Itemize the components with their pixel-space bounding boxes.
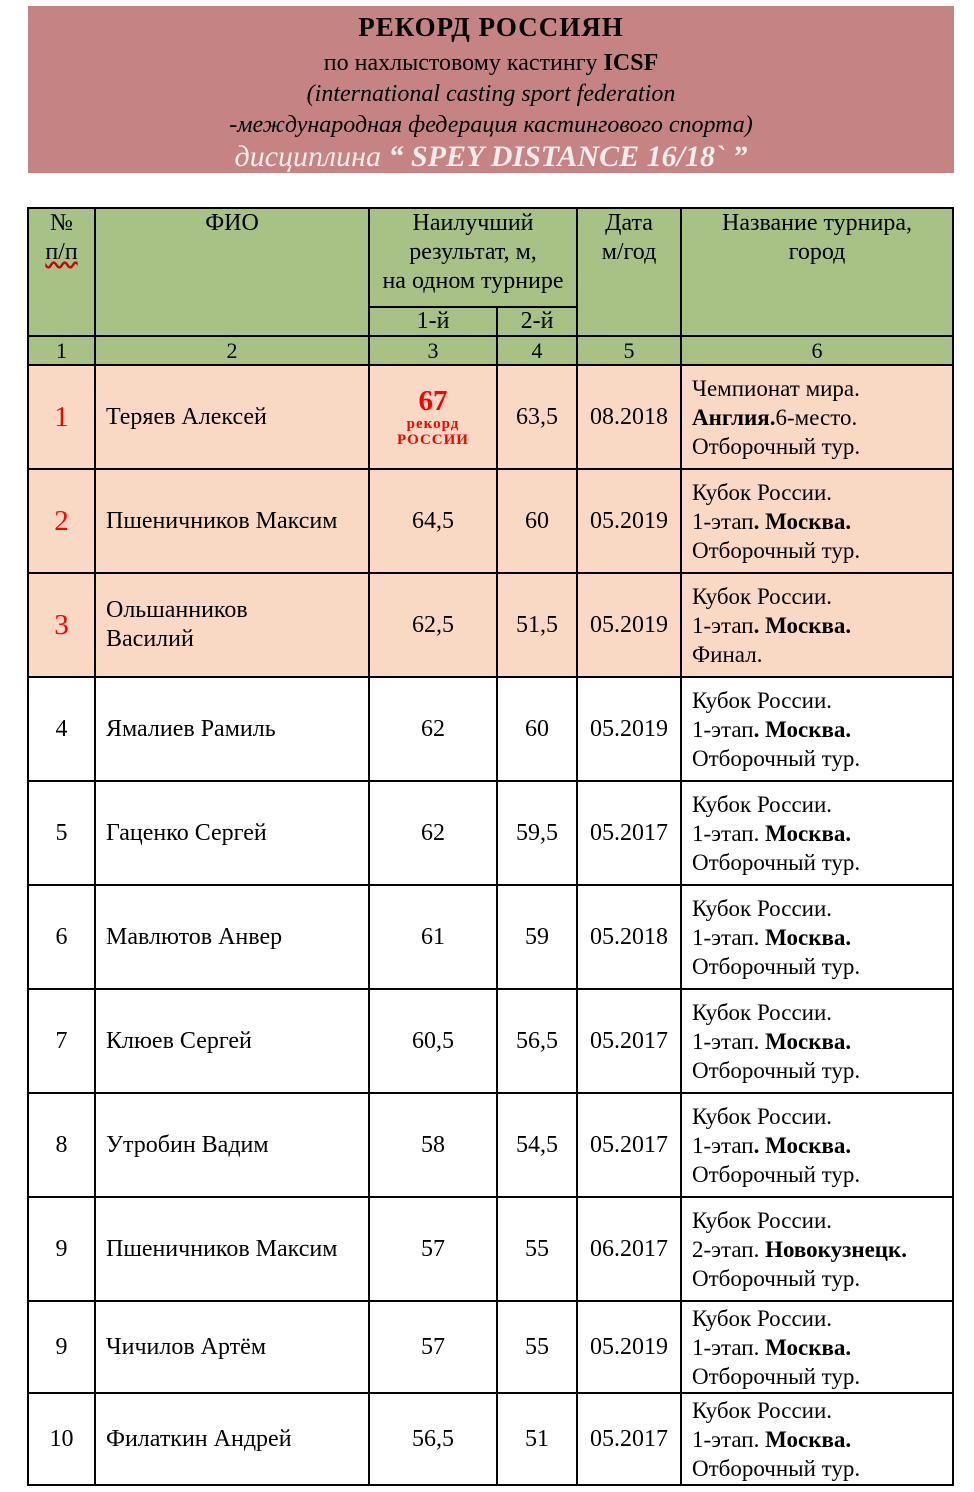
record-note-line2: РОССИИ <box>397 432 469 448</box>
tournament-line3: Отборочный тур. <box>692 1161 861 1187</box>
result-date: 05.2019 <box>577 573 681 677</box>
header-first: 1-й <box>369 307 497 336</box>
tournament-line2 <box>692 611 952 640</box>
tournament-stage: 1-этап <box>692 508 754 534</box>
discipline-label: дисциплина <box>234 140 389 173</box>
tournament-line1: Чемпионат мира. <box>692 375 860 401</box>
column-number: 5 <box>577 336 681 365</box>
header-num <box>28 208 95 336</box>
tournament <box>681 885 953 989</box>
header-date-line2: м/год <box>601 239 657 265</box>
tournament <box>681 677 953 781</box>
tournament-line1: Кубок России. <box>692 791 833 817</box>
tournament <box>681 781 953 885</box>
best-result: 61 <box>369 885 497 989</box>
column-number: 1 <box>28 336 95 365</box>
row-number: 1 <box>28 365 95 469</box>
result-date: 06.2017 <box>577 1197 681 1301</box>
records-table <box>27 207 954 1486</box>
table-row <box>28 677 953 781</box>
result-date: 05.2019 <box>577 469 681 573</box>
tournament-stage: 1-этап. <box>692 924 766 950</box>
tournament-line2 <box>692 507 952 536</box>
tournament-line1: Кубок России. <box>692 1207 833 1233</box>
result-date: 05.2017 <box>577 1093 681 1197</box>
tournament-line1: Кубок России. <box>692 1305 833 1331</box>
tournament-line2 <box>692 1235 952 1264</box>
tournament-line3: Финал. <box>692 641 763 667</box>
tournament-line3: Отборочный тур. <box>692 537 861 563</box>
tournament <box>681 989 953 1093</box>
column-number: 3 <box>369 336 497 365</box>
header-best <box>369 208 577 307</box>
tournament-stage: 1-этап <box>692 1132 754 1158</box>
tournament-line2 <box>692 923 952 952</box>
athlete-name <box>95 677 369 781</box>
row-number: 9 <box>28 1197 95 1301</box>
athlete-name-line1: Ямалиев Рамиль <box>106 715 276 742</box>
column-number: 2 <box>95 336 369 365</box>
column-number: 6 <box>681 336 953 365</box>
result-date: 05.2018 <box>577 885 681 989</box>
table-row <box>28 365 953 469</box>
tournament <box>681 1393 953 1485</box>
tournament-city: . Москва. <box>753 1132 852 1158</box>
athlete-name <box>95 365 369 469</box>
row-number: 10 <box>28 1393 95 1485</box>
subtitle-text: по нахлыстовому кастингу <box>323 50 604 76</box>
best-result: 58 <box>369 1093 497 1197</box>
tournament-stage: 1-этап <box>692 612 754 638</box>
row-number: 7 <box>28 989 95 1093</box>
best-result: 56,5 <box>369 1393 497 1485</box>
result-date: 05.2019 <box>577 677 681 781</box>
row-number: 8 <box>28 1093 95 1197</box>
table-row <box>28 989 953 1093</box>
tournament-rank: 6-место. <box>775 404 858 430</box>
athlete-name <box>95 1197 369 1301</box>
best-result: 57 <box>369 1197 497 1301</box>
header-name-text: ФИО <box>205 210 259 236</box>
tournament <box>681 365 953 469</box>
title-banner <box>28 6 954 173</box>
tournament-stage: 1-этап. <box>692 1028 766 1054</box>
row-number: 4 <box>28 677 95 781</box>
tournament-line1: Кубок России. <box>692 1103 833 1129</box>
best-result: 62 <box>369 677 497 781</box>
athlete-name-line1: Чичилов Артём <box>106 1333 267 1360</box>
tournament-line2 <box>692 1131 952 1160</box>
header-best-line1: Наилучший <box>412 210 534 236</box>
best-result: 62 <box>369 781 497 885</box>
tournament <box>681 1197 953 1301</box>
tournament-stage: 2-этап. <box>692 1236 766 1262</box>
tournament-line2 <box>692 715 952 744</box>
athlete-name-line2: Василий <box>106 626 194 652</box>
tournament-city: Москва. <box>765 924 852 950</box>
athlete-name <box>95 1301 369 1393</box>
discipline-line <box>28 140 954 174</box>
table-row <box>28 469 953 573</box>
header-name <box>95 208 369 336</box>
tournament-stage: 1-этап. <box>692 1426 766 1452</box>
tournament-line1: Кубок России. <box>692 479 833 505</box>
result-date: 05.2017 <box>577 1393 681 1485</box>
second-result: 51 <box>497 1393 577 1485</box>
table-row <box>28 1393 953 1485</box>
second-result: 51,5 <box>497 573 577 677</box>
tournament-line2 <box>692 819 952 848</box>
second-result: 54,5 <box>497 1093 577 1197</box>
tournament-line1: Кубок России. <box>692 1397 833 1423</box>
tournament-line1: Кубок России. <box>692 687 833 713</box>
tournament-line1: Кубок России. <box>692 895 833 921</box>
tournament-line1: Кубок России. <box>692 999 833 1025</box>
athlete-name-line1: Клюев Сергей <box>106 1027 252 1054</box>
second-result: 55 <box>497 1197 577 1301</box>
result-date: 05.2017 <box>577 781 681 885</box>
page-title: РЕКОРД РОССИЯН <box>358 12 624 42</box>
table-row <box>28 1093 953 1197</box>
athlete-name-line1: Филаткин Андрей <box>106 1425 292 1452</box>
header-best-line3: на одном турнире <box>382 268 564 294</box>
table-row <box>28 1197 953 1301</box>
tournament <box>681 1093 953 1197</box>
table-row <box>28 1301 953 1393</box>
header-tournament-line2: город <box>788 239 846 265</box>
athlete-name-line1: Теряев Алексей <box>106 403 267 430</box>
tournament-line3: Отборочный тур. <box>692 849 861 875</box>
athlete-name <box>95 1093 369 1197</box>
best-result-value: 67 <box>418 385 448 417</box>
best-result: 60,5 <box>369 989 497 1093</box>
tournament-line3: Отборочный тур. <box>692 1455 861 1481</box>
tournament-line3: Отборочный тур. <box>692 433 861 459</box>
best-result <box>369 365 497 469</box>
row-number: 6 <box>28 885 95 989</box>
tournament-place: Англия. <box>692 404 776 430</box>
table-row <box>28 885 953 989</box>
second-result: 60 <box>497 677 577 781</box>
second-result: 55 <box>497 1301 577 1393</box>
header-date <box>577 208 681 336</box>
tournament-stage: 1-этап <box>692 716 754 742</box>
federation-line-ru: -международная федерация кастингового спорта) <box>229 112 753 138</box>
best-result: 64,5 <box>369 469 497 573</box>
athlete-name <box>95 573 369 677</box>
tournament-stage: 1-этап. <box>692 820 766 846</box>
athlete-name-line1: Гаценко Сергей <box>106 819 267 846</box>
tournament-city: Москва. <box>765 1426 852 1452</box>
table-row <box>28 781 953 885</box>
result-date: 05.2017 <box>577 989 681 1093</box>
record-note-line1: рекорд <box>406 416 460 432</box>
second-result: 60 <box>497 469 577 573</box>
tournament-line2 <box>692 1333 952 1362</box>
header-num-line2: п/п <box>45 239 78 265</box>
discipline-name: “ SPEY DISTANCE 16/18` ” <box>388 140 748 173</box>
result-date: 05.2019 <box>577 1301 681 1393</box>
header-tournament-line1: Название турнира, <box>722 210 912 236</box>
athlete-name <box>95 1393 369 1485</box>
tournament-line3: Отборочный тур. <box>692 1057 861 1083</box>
column-number: 4 <box>497 336 577 365</box>
subtitle-org: ICSF <box>603 50 659 76</box>
federation-line-en: (international casting sport federation <box>306 81 676 107</box>
tournament <box>681 469 953 573</box>
tournament-city: . Москва. <box>753 508 852 534</box>
tournament-line3: Отборочный тур. <box>692 1363 861 1389</box>
second-result: 56,5 <box>497 989 577 1093</box>
athlete-name <box>95 781 369 885</box>
row-number: 2 <box>28 469 95 573</box>
second-result: 59,5 <box>497 781 577 885</box>
header-best-line2: результат, м, <box>409 239 537 265</box>
subtitle-line <box>28 50 954 77</box>
row-number: 5 <box>28 781 95 885</box>
tournament <box>681 1301 953 1393</box>
tournament-city: Москва. <box>765 1334 852 1360</box>
tournament-stage: 1-этап. <box>692 1334 766 1360</box>
athlete-name-line1: Утробин Вадим <box>106 1131 269 1158</box>
tournament-city: Новокузнецк. <box>765 1236 908 1262</box>
tournament-city: . Москва. <box>753 716 852 742</box>
tournament-line2 <box>692 403 952 432</box>
tournament <box>681 573 953 677</box>
result-date: 08.2018 <box>577 365 681 469</box>
tournament-line3: Отборочный тур. <box>692 953 861 979</box>
athlete-name <box>95 989 369 1093</box>
row-number: 3 <box>28 573 95 677</box>
best-result: 62,5 <box>369 573 497 677</box>
tournament-city: Москва. <box>765 1028 852 1054</box>
header-tournament <box>681 208 953 336</box>
header-second: 2-й <box>497 307 577 336</box>
tournament-line3: Отборочный тур. <box>692 1265 861 1291</box>
athlete-name-line1: Мавлютов Анвер <box>106 923 283 950</box>
tournament-city: . Москва. <box>753 612 852 638</box>
row-number: 9 <box>28 1301 95 1393</box>
tournament-line2 <box>692 1027 952 1056</box>
tournament-city: Москва. <box>765 820 852 846</box>
athlete-name-line1: Пшеничников Максим <box>106 507 338 534</box>
header-num-line1: № <box>50 210 73 236</box>
tournament-line1: Кубок России. <box>692 583 833 609</box>
athlete-name-line1: Ольшанников <box>106 597 248 623</box>
second-result: 63,5 <box>497 365 577 469</box>
tournament-line2 <box>692 1425 952 1454</box>
best-result: 57 <box>369 1301 497 1393</box>
athlete-name <box>95 469 369 573</box>
tournament-line3: Отборочный тур. <box>692 745 861 771</box>
second-result: 59 <box>497 885 577 989</box>
athlete-name <box>95 885 369 989</box>
header-date-line1: Дата <box>605 210 653 236</box>
athlete-name-line1: Пшеничников Максим <box>106 1235 338 1262</box>
table-row <box>28 573 953 677</box>
